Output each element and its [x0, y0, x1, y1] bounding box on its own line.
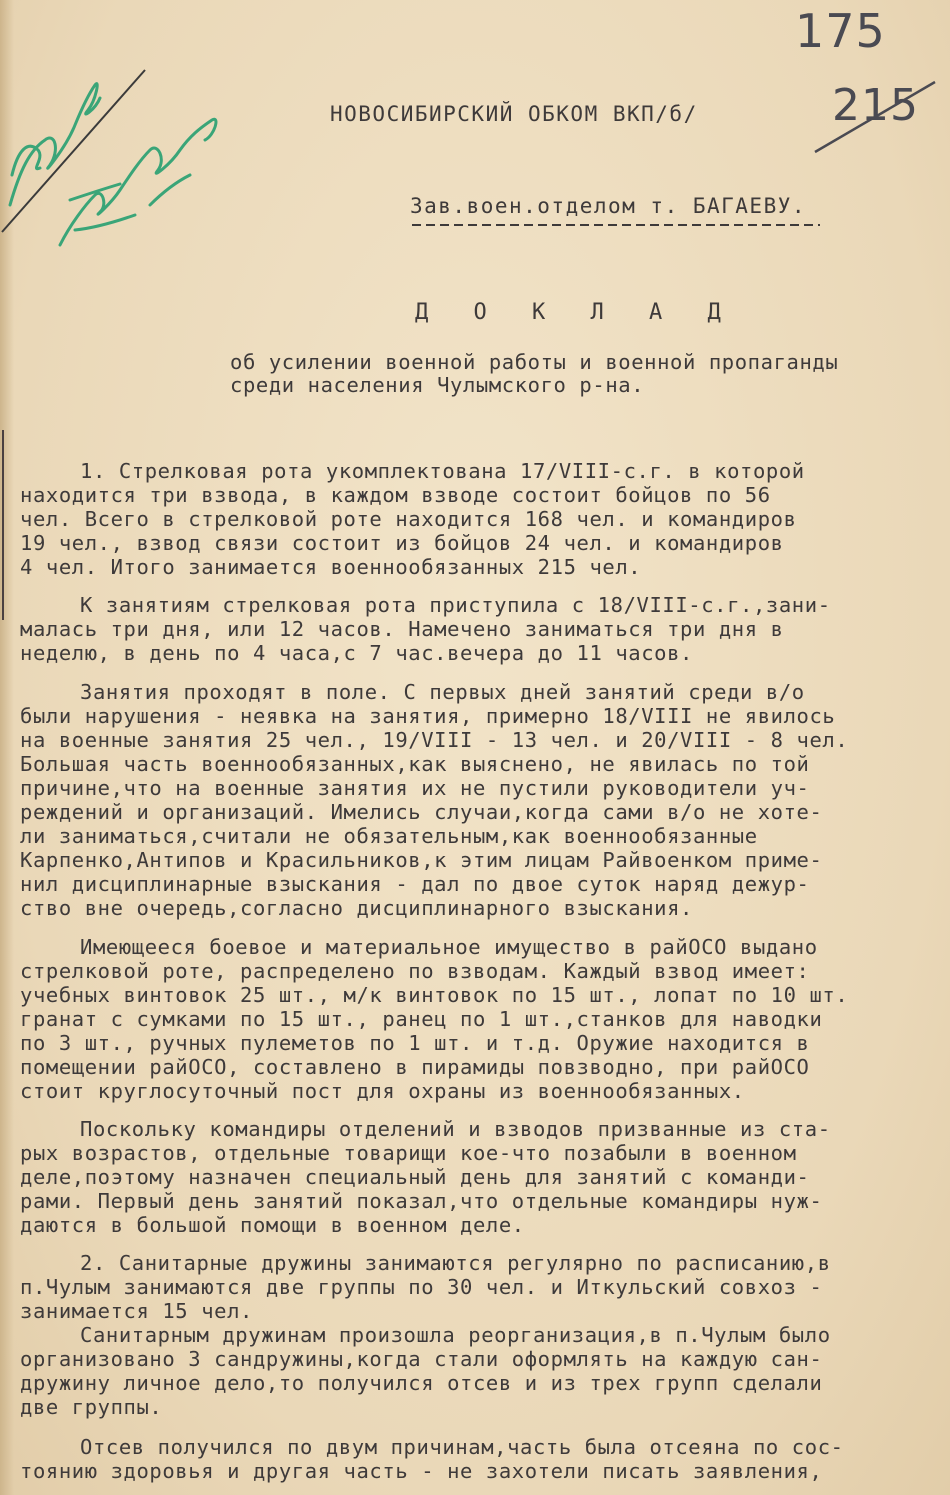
body-line: были нарушения - неявка на занятия, примерно 18/VIII не явилось	[20, 704, 836, 728]
body-line: по 3 шт., ручных пулеметов по 1 шт. и т.д. Оружие находится в	[20, 1031, 810, 1055]
body-line: 2. Санитарные дружины занимаются регулярно по расписанию,в	[80, 1251, 831, 1275]
body-line: рых возрастов, отдельные товарищи кое-что позабыли в военном	[20, 1141, 797, 1165]
green-resolution-signature	[10, 84, 216, 245]
addressee: Зав.воен.отделом т. БАГАЕВУ.	[410, 194, 807, 218]
body-line: занимается 15 чел.	[20, 1299, 253, 1323]
body-line: 1. Стрелковая рота укомплектована 17/VIII-с.г. в которой	[80, 459, 805, 483]
body-line: Большая часть военнообязанных,как выяснено, не явилась по той	[20, 752, 810, 776]
org-header: НОВОСИБИРСКИЙ ОБКОМ ВКП/б/	[330, 102, 698, 126]
body-line: ство вне очередь,согласно дисциплинарного взыскания.	[20, 896, 693, 920]
body-line: тоянию здоровья и другая часть - не захотели писать заявления,	[20, 1459, 823, 1483]
body-line: 4 чел. Итого занимается военнообязанных 215 чел.	[20, 555, 642, 579]
body-line: помещении райОСО, составлено в пирамиды повзводно, при райОСО	[20, 1055, 810, 1079]
body-line: п.Чулым занимаются две группы по 30 чел. и Иткульский совхоз -	[20, 1275, 823, 1299]
body-line: 19 чел., взвод связи состоит из бойцов 24 чел. и командиров	[20, 531, 784, 555]
body-line: деле,поэтому назначен специальный день для занятий с команди-	[20, 1165, 810, 1189]
body-line: две группы.	[20, 1395, 163, 1419]
body-line: ли заниматься,считали не обязательным,как военнообязанные	[20, 824, 758, 848]
document-title: Д О К Л А Д	[415, 300, 737, 325]
body-line: К занятиям стрелковая рота приступила с 18/VIII-с.г.,зани-	[80, 593, 831, 617]
body-line: неделю, в день по 4 часа,с 7 час.вечера до 11 часов.	[20, 641, 693, 665]
archive-number-old: 215	[832, 80, 919, 131]
body-line: гранат с сумками по 15 шт., ранец по 1 шт.,станков для наводки	[20, 1007, 823, 1031]
body-line: Имеющееся боевое и материальное имущество в райОСО выдано	[80, 935, 818, 959]
body-line: учебных винтовок 25 шт., м/к винтовок по 15 шт., лопат по 10 шт.	[20, 983, 849, 1007]
body-line: малась три дня, или 12 часов. Намечено заниматься три дня в	[20, 617, 784, 641]
body-line: стрелковой роте, распределено по взводам. Каждый взвод имеет:	[20, 959, 810, 983]
body-line: организовано 3 сандружины,когда стали оформлять на каждую сан-	[20, 1347, 823, 1371]
body-line: нил дисциплинарные взыскания - дал по двое суток наряд дежур-	[20, 872, 810, 896]
body-line: на военные занятия 25 чел., 19/VIII - 13 чел. и 20/VIII - 8 чел.	[20, 728, 849, 752]
body-line: Занятия проходят в поле. С первых дней занятий среди в/о	[80, 680, 805, 704]
body-line: стоит круглосуточный пост для охраны из военнообязанных.	[20, 1079, 745, 1103]
body-line: Отсев получился по двум причинам,часть была отсеяна по сос-	[80, 1435, 844, 1459]
body-line: даются в большой помощи в военном деле.	[20, 1213, 525, 1237]
subtitle-line: среди населения Чулымского р-на.	[230, 373, 645, 397]
body-line: рами. Первый день занятий показал,что отдельные командиры нуж-	[20, 1189, 823, 1213]
archive-number: 175	[795, 4, 886, 58]
body-line: Поскольку командиры отделений и взводов призванные из ста-	[80, 1117, 831, 1141]
body-line: находится три взвода, в каждом взводе состоит бойцов по 56	[20, 483, 771, 507]
body-line: чел. Всего в стрелковой роте находится 168 чел. и командиров	[20, 507, 797, 531]
old-number-strike	[815, 82, 935, 152]
body-line: Санитарным дружинам произошла реорганизация,в п.Чулым было	[80, 1323, 831, 1347]
body-line: реждений и организаций. Имелись случаи,когда сами в/о не хоте-	[20, 800, 823, 824]
body-line: Карпенко,Антипов и Красильников,к этим лицам Райвоенком приме-	[20, 848, 823, 872]
body-line: причине,что на военные занятия их не пустили руководители уч-	[20, 776, 810, 800]
body-line: дружину личное дело,то получился отсев и из трех групп сделали	[20, 1371, 823, 1395]
subtitle-line: об усилении военной работы и военной пропаганды	[230, 350, 839, 374]
